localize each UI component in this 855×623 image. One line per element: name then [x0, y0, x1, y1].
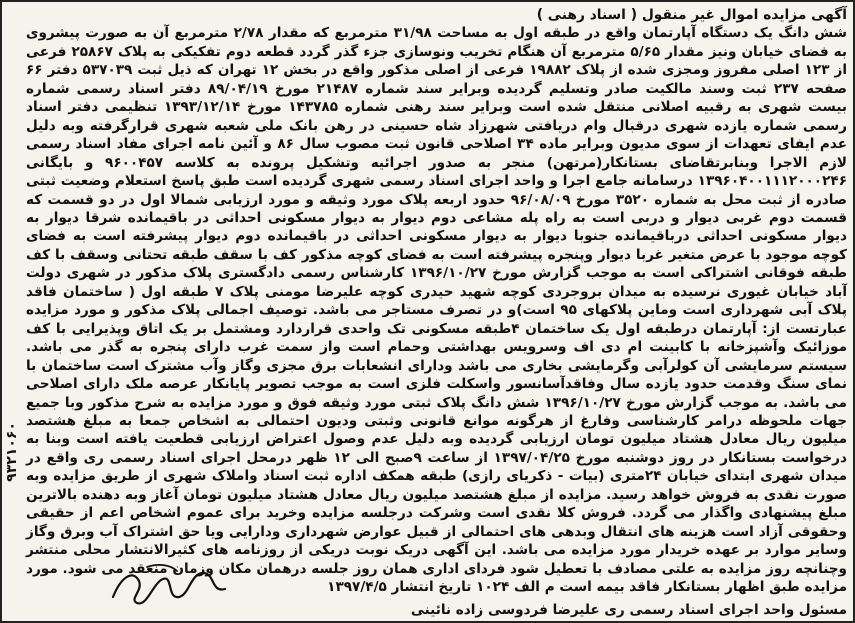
notice-signer: مسئول واحد اجرای اسناد رسمی ری علیرضا فردوسی زاده نائینی — [410, 601, 847, 618]
side-code: ۹۳۲۱۰۶۰ — [4, 422, 20, 482]
notice-body: شش دانگ یک دستگاه آپارتمان واقع در طبقه اول به مساحت ۳۱/۹۸ مترمربع که مقدار ۲/۷۸ مترمربع آن به صورت پیشروی به فضای خیابان ونیز مقدار ۵/۶۵ مترمربع آن هنگام تخریب ونوسازی جزء گذر گردد قطعه دوم تفکیکی به پلاک ۲۵۸۶۷ فرعی از ۱۲۳ اصلی مفروز ومجزی شده از پلاک ۱۹۸۸۲ فرعی از اصلی مذکور واقع در بخش ۱۲ تهران که ذیل ثبت ۵۳۷۰۳۹ دفتر ۶۶ صفحه ۲۳۷ ثبت وسند مالکیت صادر وتسلیم گردیده وبراير سند شماره ۲۱۴۸۷ مورخ ۸۹/۰۴/۱۹ دفتر اسناد رسمی شماره بیست شهری به رقبیه اصلانی منتقل شده است وبراير سند رهنی شماره ۱۴۳۷۸۵ مورخ ۱۳۹۳/۱۲/۱۴ تنظیمی دفتر اسناد رسمی شماره یازده شهری درقبال وام دریافتی شهرزاد شاه حسینی در رهن بانک ملی شعبه شهری قرارگرفته وبه دلیل عدم ایفای تعهدات از سوی مدیون وبراير ماده ۳۴ اصلاحی قانون ثبت مصوب سال ۸۶ و آئین نامه اجرای مفاد اسناد رسمی لازم الاجرا وبنابرتقاضای بستانکار(مرتهن) منجر به صدور اجرائیه وتشکیل پرونده به کلاسه ۹۶۰۰۴۵۷ و بایگانی ۱۳۹۶۰۴۰۰۱۱۱۲۰۰۰۲۴۶ درسامانه جامع اجرا و واحد اجرای اسناد رسمی شهری گردیده است طبق پاسخ استعلام وضعیت ثبتی صادره از ثبت محل به شماره ۳۵۲۰ مورخ ۹۶/۰۸/۰۹ حدود اربعه پلاک مورد وثیقه و مورد ارزیابی شمالا اول در دو قسمت که قسمت دوم غربی دیوار و دربی است به راه پله مشاعی دوم دیوار به دیوار مسکونی احداثی در باقیمانده شرقا دیوار به دیوار مسکونی احداثی درباقیمانده جنوبا دیوار به دیوار مسکونی احداثی در باقیمانده دوم دیوار پیشرفته است به فضای کوچه موجود با عرض متغیر غربا دیوار وپنجره پیشرفته است به فضای کوچه مذکور کف با سقف طبقه تحتانی وسقف با کف طبقه فوقانی اشتراکی است به موجب گزارش مورخ ۱۳۹۶/۱۰/۲۷ کارشناس رسمی دادگستری پلاک مذکور در شهری دولت آباد خیابان غیوری نرسیده به میدان بروجردی کوچه شهید حیدری کوچه علیرضا مومنی پلاک ۷ طبقه اول ( ساختمان فاقد پلاک آبی شهرداری است وماین پلاکهای ۹۵ است)و در تصرف مستاجر می باشد. توصیف اجمالی پلاک مذکور و مورد مزایده عبارتست از: آپارتمان درطبقه اول یک ساختمان ۴طبقه مسکونی تک واحدی قراردارد ومشتمل بر یک اتاق وپذیرایی با کف موزائیک وآشپزخانه با کابینت ام دی اف وسرویس بهداشتی وحمام است واز سمت غرب دارای پنجره به گذر می باشد. سیستم سرمایشی آن کولرآبی وگرمایشی بخاری می باشد ودارای انشعابات برق مجزی وگاز وآب مشترک است ساختمان با نمای سنگ وقدمت حدود یازده سال وفاقدآسانسور واسکلت فلزی است به موجب تصویر پایانکار عرصه ملک دارای اصلاحی می باشد. به موجب گزارش مورخ ۱۳۹۶/۱۰/۲۷ شش دانگ پلاک ثبتی مورد وثیقه فوق و مورد مزایده به شرح مذکور وبا جمیع جهات ملحوظه درامر کارشناسی وفارغ از هرگونه موانع قانونی وثبتی ودیون احتمالی به اشخاص جمعا به مبلغ هشتصد میلیون ریال معادل هشتاد میلیون تومان ارزیابی گردیده وبه دلیل عدم وصول اعتراض ارزیابی قطعیت یافته است وبنا به درخواست بستانکار در روز دوشنبه مورخ ۱۳۹۷/۰۴/۲۵ از ساعت ۹صبح الی ۱۲ ظهر درمحل اجرای اسناد رسمی ری واقع در میدان شهری ابتدای خیابان ۲۴متری (بیات - ذکریای رازی) طبقه همکف اداره ثبت اسناد واملاک شهری از طریق مزایده وبه صورت نقدی به فروش خواهد رسید. مزایده از مبلغ هشتصد میلیون ریال معادل هشتاد میلیون تومان آغاز وبه دهنده بالاترین مبلغ پیشنهادی واگذار می گردد. فروش کلا نقدی است وشرکت درجلسه مزایده وخرید برای عموم اشخاص اعم از حقیقی وحقوقی آزاد است هزینه های انتقال وبدهی های احتمالی از قبیل عوارض شهرداری ودارایی ویا حق اشتراک آب وبرق وگاز وسایر موارد بر عهده خریدار مورد مزایده می باشد. این آگهی دریک نوبت دریکی از روزنامه های کثیرالانتشار محلی منتشر وچنانچه روز مزایده به علتی مصادف با تعطیل شود فردای اداری همان روز جلسه درهمان مکان وزمان منعقد می شود. مورد مزایده طبق اظهار بستانکار فاقد بیمه است م الف ۱۰۲۴ تاریخ انتشار ۱۳۹۷/۴/۵ — [26, 25, 848, 596]
handwritten-signature — [107, 559, 237, 609]
auction-notice — [26, 6, 847, 617]
notice-title: آگهی مزایده اموال غیر منقول ( اسناد رهنی ) — [536, 7, 847, 23]
